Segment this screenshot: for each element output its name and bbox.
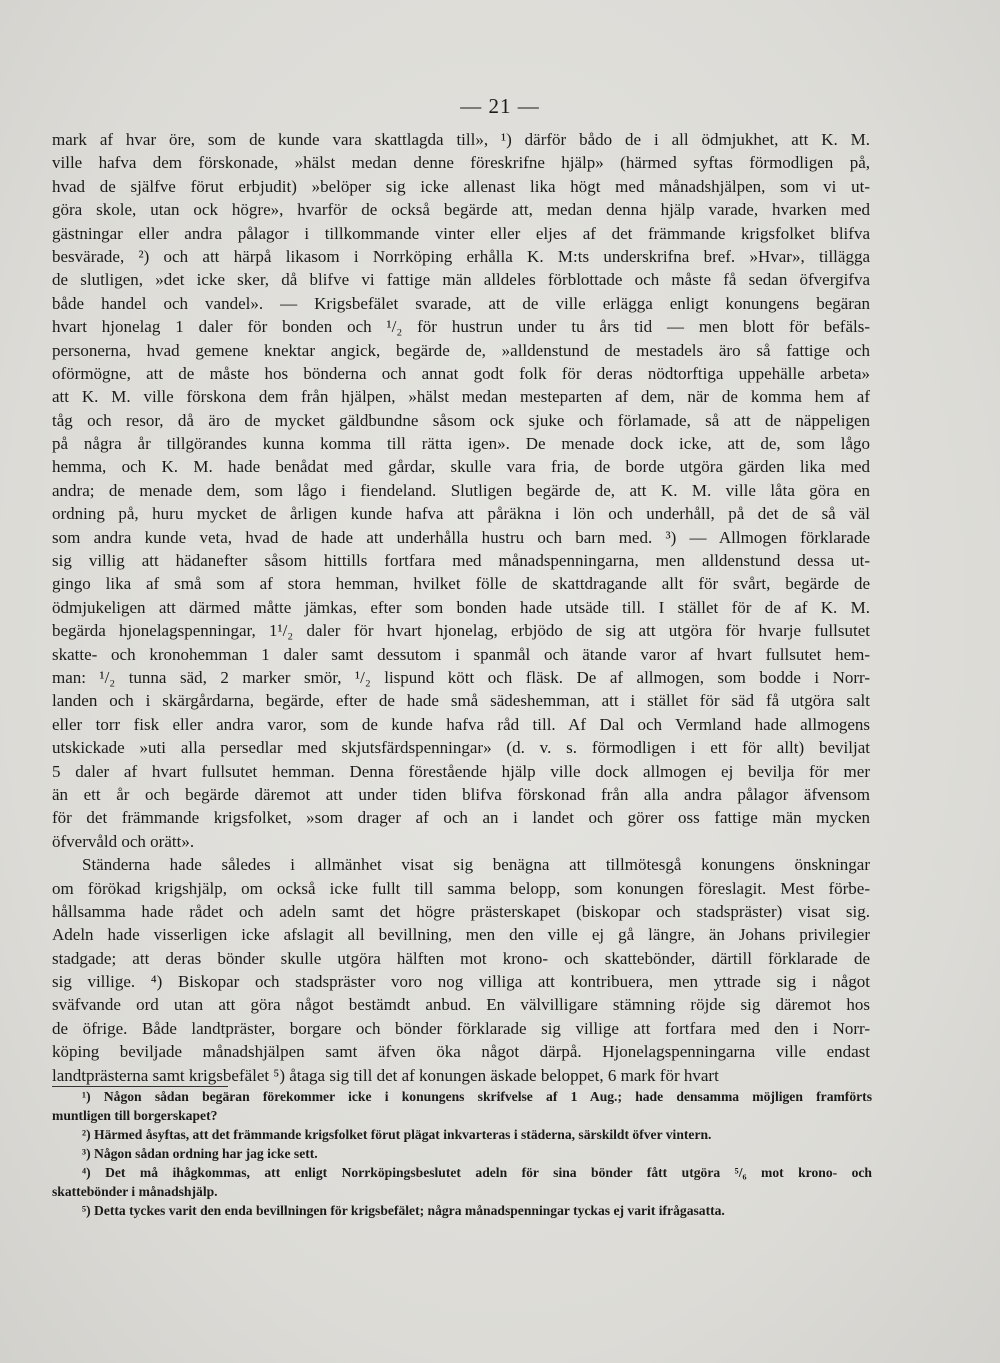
text-line: tåg och resor, då äro de mycket gäldbundne såsom ock sjuke och förlamade, så att de näppeligen [52, 410, 870, 430]
body-text [52, 128, 870, 1087]
text-line: gästningar eller andra pålagor i tillkommande vinter eller eljes af det främmande krigsfolket blifva [52, 223, 870, 243]
text-line: att K. M. ville förskona dem från hjälpen, »hälst medan mesteparten af dem, när de komma hem af [52, 387, 870, 407]
text-line: Adeln hade visserligen icke afslagit all bevillning, men den ville ej gå längre, än Johans privilegier [52, 925, 870, 945]
text-line: både handel och vandel». — Krigsbefälet svarade, att de ville erlägga enligt konungens begäran [52, 293, 870, 313]
text-line: sig villig att hädanefter såsom hittills fortfara med månadspenningarna, men alldenstund dessa ut- [52, 551, 870, 571]
text-line: på några år tillgörandes kunna komma till rätta igen». De menade dock icke, att de, som lågo [52, 434, 870, 454]
footnote-line: ⁴) Det må ihågkommas, att enligt Norrköpingsbeslutet adeln för sina bönder fått utgöra ⁵/₆ mot krono- och [82, 1165, 872, 1180]
footnote-line: ¹) Någon sådan begäran förekommer icke i konungens skrifvelse af 1 Aug.; hade densamma möjligen framförts [82, 1089, 872, 1104]
text-line: för det främmande krigsfolket, »som drager af och an i landet och görer oss fattige män mycken [52, 808, 870, 828]
text-line: som andra kunde veta, hvad de hade att underhålla hustru och barn med. ³) — Allmogen förklarade [52, 527, 870, 547]
text-line: göra skole, utan ock högre», hvarför de också begärde att, medan denna hjälp varade, hvarken med [52, 200, 870, 220]
text-line: hvad de själfve förut erbjudit) »belöper sig icke allenast lika högt med månadshjälpen, som vi ut- [52, 176, 870, 196]
footnote-line: ²) Härmed åsyftas, att det främmande krigsfolket förut plägat inkvarteras i städerna, särskildt öfver vintern. [82, 1127, 712, 1142]
text-line: sväfvande ord utan att göra något bestämdt anbud. En välvilligare stämning röjde sig däremot hos [52, 995, 870, 1015]
text-line: besvärade, ²) och att härpå likasom i Norrköping erhålla K. M:ts underskrifna bref. »Hvar», tillägga [52, 246, 870, 266]
text-line: öfvervåld och orätt». [52, 831, 195, 851]
text-line: om förökad krigshjälp, om också icke fullt till samma belopp, som konungen föreslagit. Mest förbe- [52, 878, 870, 898]
text-line: köping beviljade månadshjälpen samt äfven öka något därpå. Hjonelagspenningarna ville endast [52, 1042, 870, 1062]
text-line: de slutligen, »det icke sker, då blifve vi fattige män alldeles förblottade och måste få sedan öfvergifva [52, 270, 870, 290]
text-line: Ständerna hade således i allmänhet visat sig benägna att tillmötesgå konungens önskningar [82, 855, 870, 875]
footnote-line: skattebönder i månadshjälp. [52, 1184, 218, 1199]
text-line: landtprästerna samt krigsbefälet ⁵) åtaga sig till det af konungen äskade beloppet, 6 mark för hvart [52, 1065, 719, 1085]
text-line: ödmjukeligen att därmed måtte jämkas, efter som bonden hade utsäde till. I stället för de af K. M. [52, 597, 870, 617]
footnote-line: ³) Någon sådan ordning har jag icke sett. [82, 1146, 318, 1161]
text-line: 5 daler af hvart fullsutet hemman. Denna förestående hjälp ville dock allmogen ej bevilja för mer [52, 761, 870, 781]
footnotes [52, 1087, 872, 1220]
text-line: ville hafva dem förskonade, »hälst medan denne föreskrifne hjälp» (härmed syftas förmodligen på, [52, 153, 870, 173]
text-line: begärda hjonelagspenningar, 1¹/₂ daler för hvart hjonelag, erbjödo de sig att utgöra för hvarje fullsutet [52, 621, 870, 641]
text-line: hvart hjonelag 1 daler för bonden och ¹/₂ för hustrun under tu års tid — men blott för befäls- [52, 317, 870, 337]
text-line: de öfrige. Både landtpräster, borgare och bönder förklarade sig villige att fortfara med den i Norr- [52, 1018, 870, 1038]
footnote-line: muntligen till borgerskapet? [52, 1108, 218, 1123]
text-line: eller torr fisk eller andra varor, som de kunde hafva råd till. Af Dal och Vermland hade allmogens [52, 714, 870, 734]
footnote-line: ⁵) Detta tyckes varit den enda bevillningen för krigsbefälet; några månadspenningar tyckas ej varit ifrågasatta. [82, 1203, 725, 1218]
text-line: hemma, och K. M. hade benådat med gårdar, skulle vara fria, de borde utgöra gärden lika med [52, 457, 870, 477]
text-line: mark af hvar öre, som de kunde vara skattlagda till», ¹) därför bådo de i all ödmjukhet, att K. M. [52, 130, 870, 149]
text-line: skatte- och kronohemman 1 daler samt dessutom i spanmål och ätande varor af hvart fullsutet hem- [52, 644, 870, 664]
text-line: stadgade; att deras bönder skulle utgöra hälften mot krono- och skattebönder, därtill förklarade de [52, 948, 870, 968]
text-line: landen och i skärgårdarna, begärde, efter de hade små sädeshemman, att i stället för säd få utgöra salt [52, 691, 870, 711]
text-line: sig villige. ⁴) Biskopar och stadspräster voro nog villiga att kontribuera, men yttrade sig i något [52, 972, 870, 992]
text-line: hållsamma hade rådet och adeln samt det högre prästerskapet (biskopar och stadspräster) visat sig. [52, 901, 870, 921]
page-number: — 21 — [460, 94, 540, 118]
text-line: än ett år och begärde däremot att under tiden blifva förskonad från alla andra pålagor äfvensom [52, 784, 870, 804]
text-line: oförmögne, att de måste hos bönderna och annat godt folk för deras nödtorftiga uppehälle arbeta» [52, 363, 870, 383]
text-line: andra; de menade dem, som lågo i fiendeland. Slutligen begärde de, att K. M. ville låta göra en [52, 480, 870, 500]
text-line: man: ¹/₂ tunna säd, 2 marker smör, ¹/₂ lispund kött och fläsk. De af allmogen, som bodde i Norr- [52, 667, 870, 687]
text-line: personerna, hvad gemene knektar angick, begärde de, »alldenstund de mestadels äro så fattige och [52, 340, 870, 360]
text-line: gingo lika af små som af stora hemman, hvilket fölle de skattdragande allt för svårt, begärde de [52, 574, 870, 594]
text-line: utskickade »uti alla persedlar med skjutsfärdspenningar» (d. v. s. förmodligen i ett för allt) beviljat [52, 738, 870, 758]
text-line: ordning på, huru mycket de årligen kunde hafva att påräkna i lön och underhåll, på det de så väl [52, 504, 870, 524]
